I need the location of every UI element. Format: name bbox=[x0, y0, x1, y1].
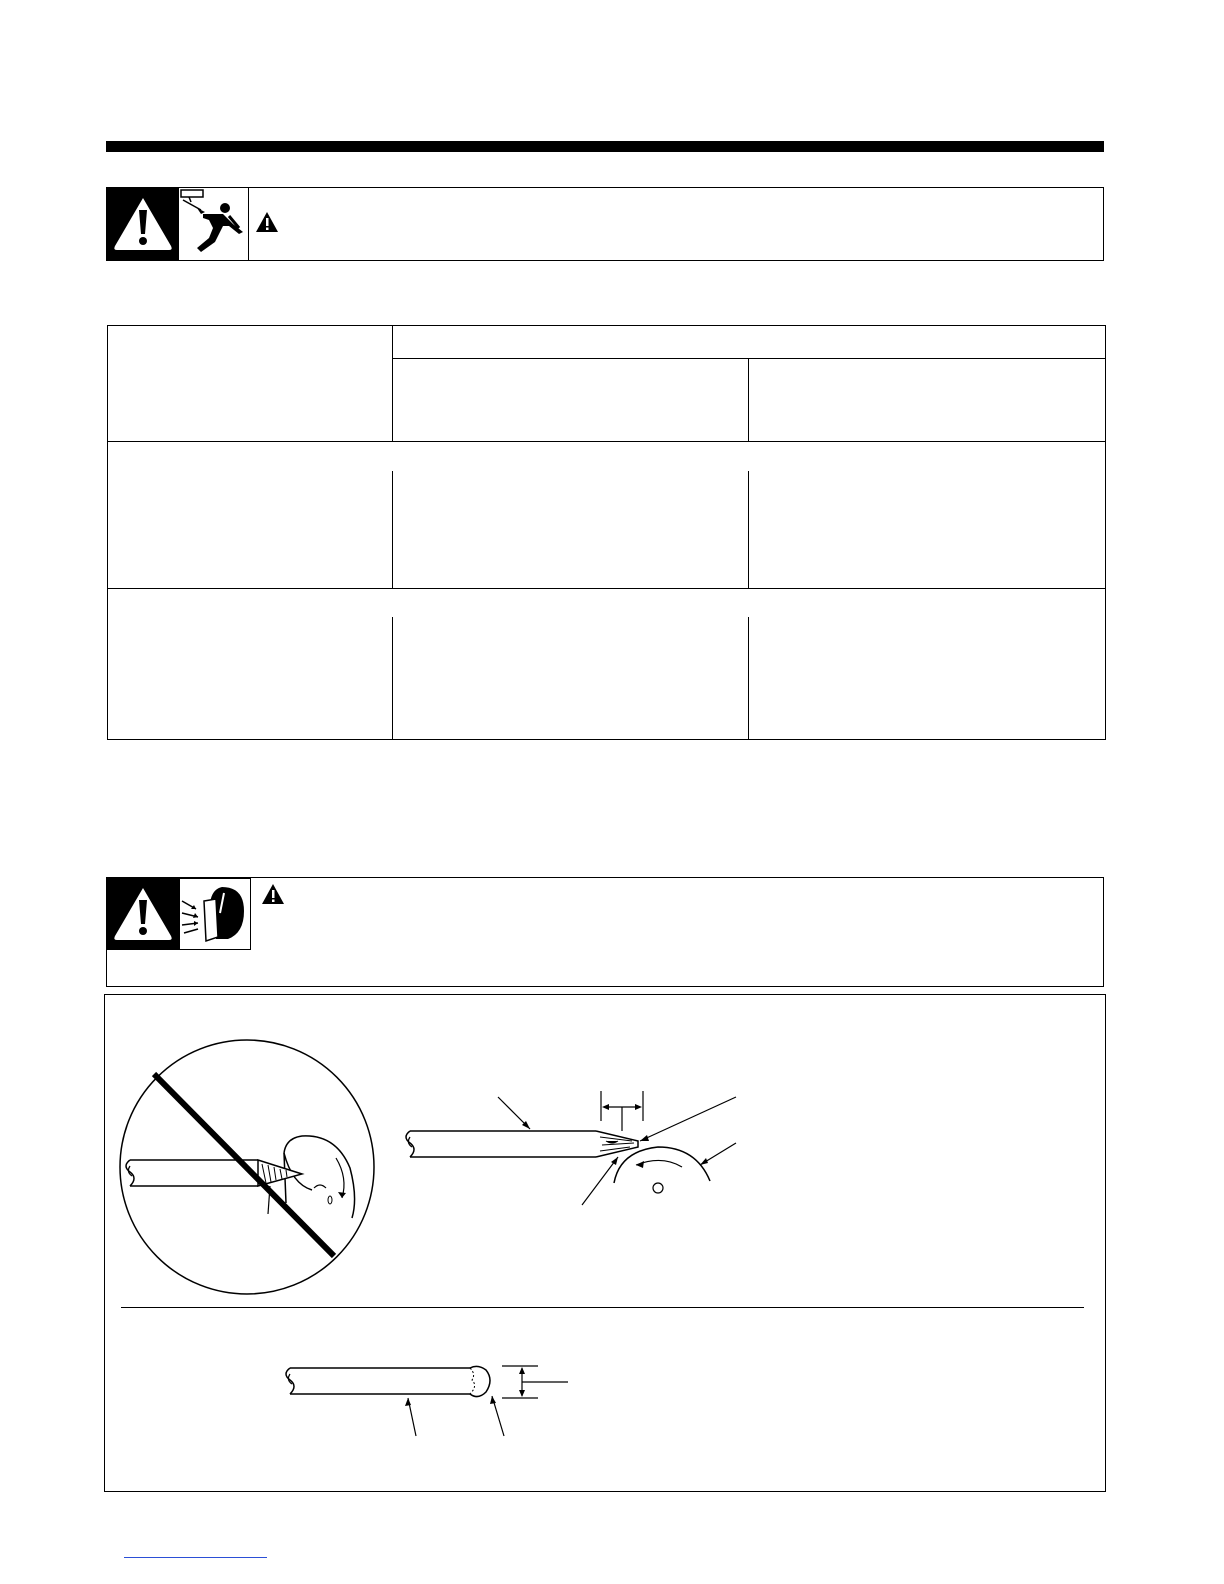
figure-divider bbox=[121, 1307, 1084, 1308]
warning-triangle-icon bbox=[107, 878, 179, 950]
footer-link[interactable] bbox=[124, 1557, 267, 1558]
correct-grinding-illustration bbox=[400, 1085, 750, 1210]
section-rule bbox=[106, 141, 1104, 152]
incorrect-grinding-illustration bbox=[116, 1038, 378, 1296]
flying-sparks-face-shield-icon bbox=[179, 878, 251, 950]
electrode-table bbox=[107, 325, 1106, 740]
warning-triangle-small-icon bbox=[254, 210, 280, 234]
warning-triangle-icon bbox=[107, 188, 179, 260]
warning-triangle-small-icon bbox=[260, 882, 286, 906]
electric-shock-icon bbox=[179, 188, 249, 260]
table-row bbox=[107, 442, 1106, 588]
flying-metal-warning bbox=[106, 877, 1104, 987]
balled-tip-illustration bbox=[280, 1358, 580, 1440]
table-row bbox=[107, 589, 1106, 739]
